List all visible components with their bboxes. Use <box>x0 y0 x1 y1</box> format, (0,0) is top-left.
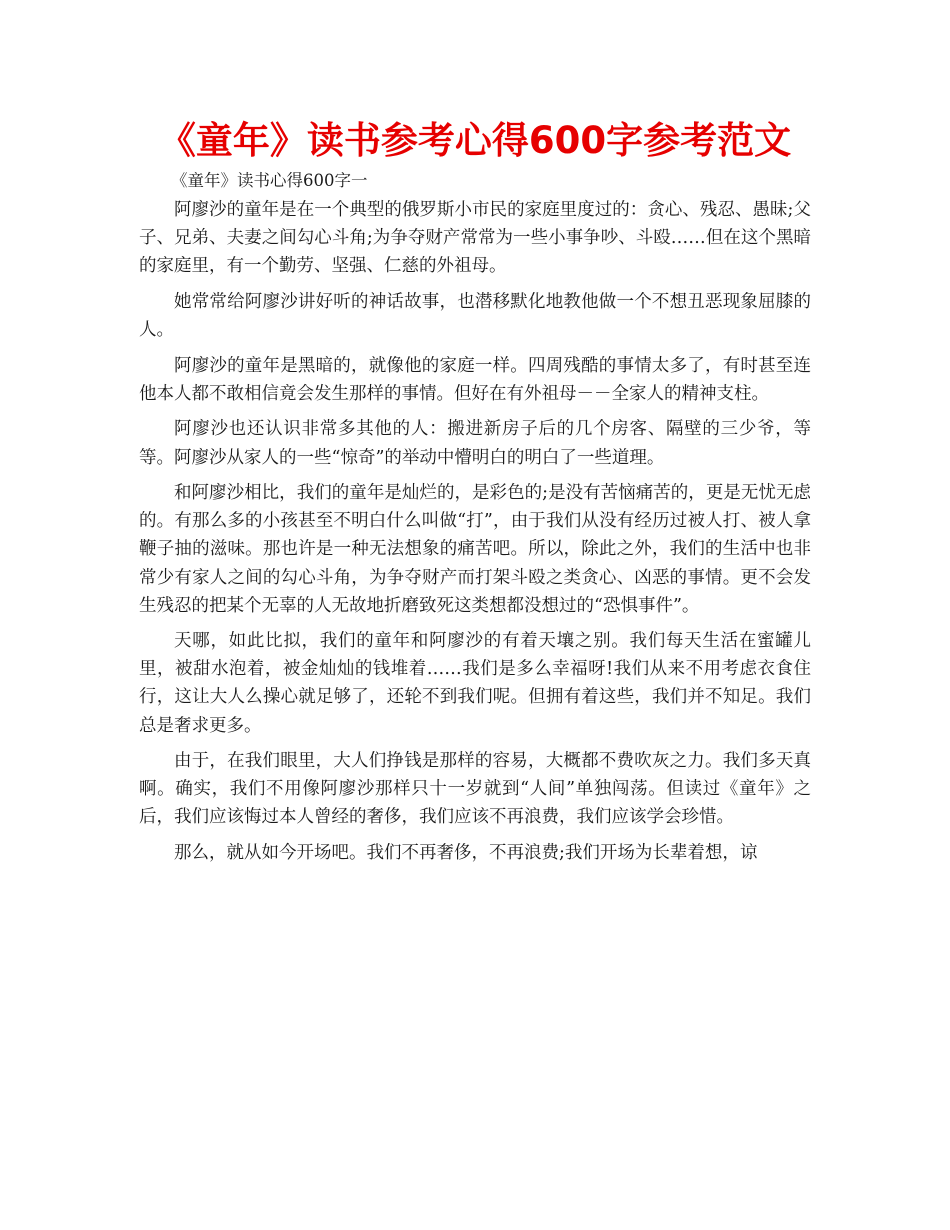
document-body <box>139 196 811 875</box>
document-subtitle: 《童年》读书心得600字一 <box>171 171 368 190</box>
paragraph: 由于，在我们眼里，大人们挣钱是那样的容易，大概都不费吹灰之力。我们多天真啊。确实，我们不用像阿廖沙那样只十一岁就到“人间”单独闯荡。但读过《童年》之后，我们应该悔过本人曾经的奢侈，我们应该不再浪费，我们应该学会珍惜。 <box>139 751 811 828</box>
paragraph: 阿廖沙的童年是在一个典型的俄罗斯小市民的家庭里度过的：贪心、残忍、愚昧;父子、兄弟、夫妻之间勾心斗角;为争夺财产常常为一些小事争吵、斗殴……但在这个黑暗的家庭里，有一个勤劳、坚强、仁慈的外祖母。 <box>139 200 811 277</box>
paragraph: 她常常给阿廖沙讲好听的神话故事，也潜移默化地教他做一个不想丑恶现象屈膝的人。 <box>139 291 811 340</box>
paragraph: 和阿廖沙相比，我们的童年是灿烂的，是彩色的;是没有苦恼痛苦的，更是无忧无虑的。有那么多的小孩甚至不明白什么叫做“打”，由于我们从没有经历过被人打、被人拿鞭子抽的滋味。那也许是一种无法想象的痛苦吧。所以，除此之外，我们的生活中也非常少有家人之间的勾心斗角，为争夺财产而打架斗殴之类贪心、凶恶的事情。更不会发生残忍的把某个无辜的人无故地折磨致死这类想都没想过的“恐惧事件”。 <box>139 483 811 616</box>
paragraph: 阿廖沙也还认识非常多其他的人：搬进新房子后的几个房客、隔壁的三少爷，等等。阿廖沙从家人的一些“惊奇”的举动中懵明白的明白了一些道理。 <box>139 419 811 468</box>
paragraph: 天哪，如此比拟，我们的童年和阿廖沙的有着天壤之别。我们每天生活在蜜罐儿里，被甜水泡着，被金灿灿的钱堆着……我们是多么幸福呀!我们从来不用考虑衣食住行，这让大人么操心就足够了，还轮不到我们呢。但拥有着这些，我们并不知足。我们总是奢求更多。 <box>139 631 811 736</box>
document-title: 《童年》读书参考心得600字参考范文 <box>158 119 792 162</box>
paragraph: 阿廖沙的童年是黑暗的，就像他的家庭一样。四周残酷的事情太多了，有时甚至连他本人都不敢相信竟会发生那样的事情。但好在有外祖母－－全家人的精神支柱。 <box>139 355 811 404</box>
paragraph: 那么，就从如今开场吧。我们不再奢侈，不再浪费;我们开场为长辈着想，谅 <box>174 843 758 864</box>
